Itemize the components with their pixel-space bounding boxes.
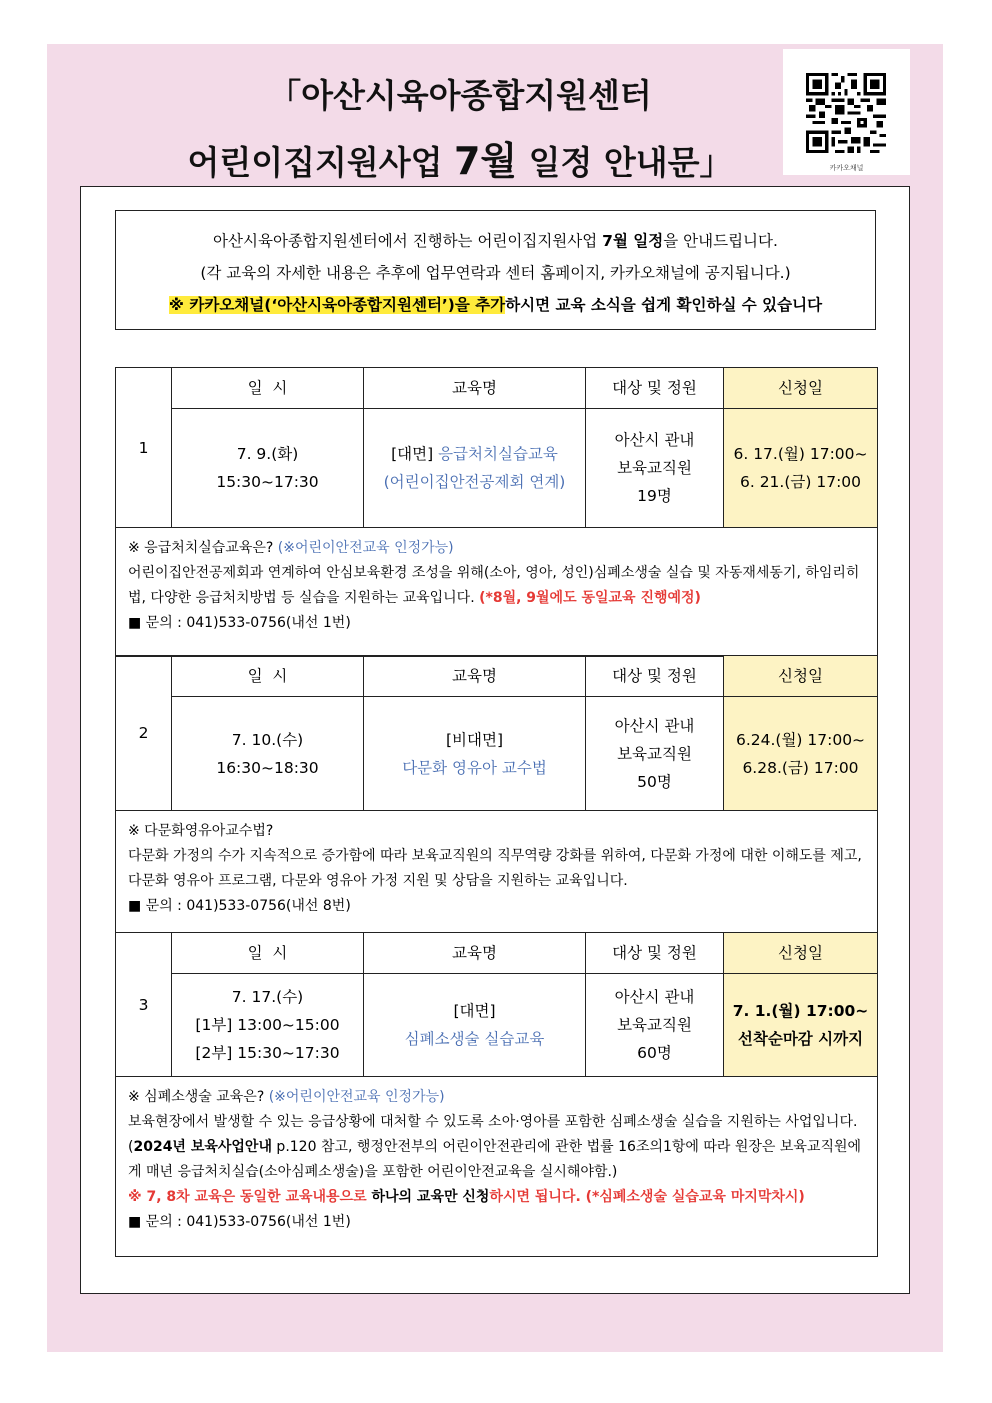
header-date: 일 시	[172, 368, 364, 409]
header-name: 교육명	[364, 933, 586, 974]
session-apply: 7. 1.(월) 17:00~ 선착순마감 시까지	[724, 974, 878, 1077]
header-apply: 신청일	[724, 656, 878, 697]
contact-info: ■ 문의 : 041)533-0756(내선 1번)	[128, 615, 351, 631]
header-apply: 신청일	[724, 368, 878, 409]
intro-box	[115, 210, 876, 330]
session-datetime: 7. 10.(수) 16:30~18:30	[172, 697, 364, 811]
session-note: ※ 다문화영유아교수법? 다문화 가정의 수가 지속적으로 증가함에 따라 보육교직원의 직무역량 강화를 위하여, 다문화 가정에 대한 이해도를 제고, 다문화 영유아 프로그램, 다문와 영유아 가정 지원 및 상담을 지원하는 교육입니다. ■ 문의 : 041)533-0756(내선 8번)	[116, 811, 878, 933]
session-2-table	[115, 655, 878, 933]
contact-info: ■ 문의 : 041)533-0756(내선 8번)	[128, 898, 351, 914]
qr-caption: 카카오채널	[829, 164, 864, 172]
header-target: 대상 및 정원	[586, 368, 724, 409]
session-target: 아산시 관내 보육교직원 19명	[586, 409, 724, 528]
session-3-table	[115, 932, 878, 1257]
title-line-1: 「아산시육아종합지원센터	[268, 76, 652, 115]
session-note: ※ 심폐소생술 교육은? (※어린이안전교육 인정가능) 보육현장에서 발생할 수 있는 응급상황에 대처할 수 있도록 소아·영아를 포함한 심폐소생술 실습을 지원하는 사업입니다. (2024년 보육사업안내 p.120 참고, 행정안전부의 어린이안전관리에 관한 법률 16조의1항에 따라 원장은 보육교직원에게 매년 응급처치실습(소아심폐소생술)을 포함한 어린이안전교육을 실시해야함.) ※ 7, 8차 교육은 동일한 교육내용으로 하나의 교육만 신청하시면 됩니다. (*심폐소생술 실습교육 마지막차시) ■ 문의 : 041)533-0756(내선 1번)	[116, 1077, 878, 1257]
title-line-2: 어린이집지원사업 7월 일정 안내문」	[187, 139, 733, 183]
session-apply: 6.24.(월) 17:00~ 6.28.(금) 17:00	[724, 697, 878, 811]
session-target: 아산시 관내 보육교직원 60명	[586, 974, 724, 1077]
header-name: 교육명	[364, 656, 586, 697]
header-target: 대상 및 정원	[586, 933, 724, 974]
header-apply: 신청일	[724, 933, 878, 974]
session-note: ※ 응급처치실습교육은? (※어린이안전교육 인정가능) 어린이집안전공제회과 연계하여 안심보육환경 조성을 위해(소아, 영아, 성인)심폐소생술 실습 및 자동재세동기, 하임리히법, 다양한 응급처치방법 등 실습을 지원하는 교육입니다. (*8월, 9월에도 동일교육 진행예정) ■ 문의 : 041)533-0756(내선 1번)	[116, 528, 878, 657]
intro-line-3: ※ 카카오채널(‘아산시육아종합지원센터’)을 추가하시면 교육 소식을 쉽게 확인하실 수 있습니다	[168, 296, 823, 314]
session-number: 3	[116, 933, 172, 1077]
session-1-table	[115, 367, 878, 657]
session-course: [대면] 심폐소생술 실습교육	[364, 974, 586, 1077]
session-apply: 6. 17.(월) 17:00~ 6. 21.(금) 17:00	[724, 409, 878, 528]
session-datetime: 7. 17.(수) [1부] 13:00~15:00 [2부] 15:30~17:30	[172, 974, 364, 1077]
session-number: 2	[116, 656, 172, 811]
kakao-channel-qr[interactable]	[783, 49, 910, 175]
qr-code-icon	[806, 73, 886, 153]
session-number: 1	[116, 368, 172, 528]
contact-info: ■ 문의 : 041)533-0756(내선 1번)	[128, 1214, 351, 1230]
session-target: 아산시 관내 보육교직원 50명	[586, 697, 724, 811]
session-datetime: 7. 9.(화) 15:30~17:30	[172, 409, 364, 528]
header-name: 교육명	[364, 368, 586, 409]
session-course: [비대면] 다문화 영유아 교수법	[364, 697, 586, 811]
session-course: [대면] 응급처치실습교육 (어린이집안전공제회 연계)	[364, 409, 586, 528]
intro-line-2: (각 교육의 자세한 내용은 추후에 업무연락과 센터 홈페이지, 카카오채널에 공지됩니다.)	[200, 264, 791, 282]
intro-line-1: 아산시육아종합지원센터에서 진행하는 어린이집지원사업 7월 일정을 안내드립니다.	[213, 232, 778, 250]
header-target: 대상 및 정원	[586, 656, 724, 697]
header-date: 일 시	[172, 933, 364, 974]
header-date: 일 시	[172, 656, 364, 697]
